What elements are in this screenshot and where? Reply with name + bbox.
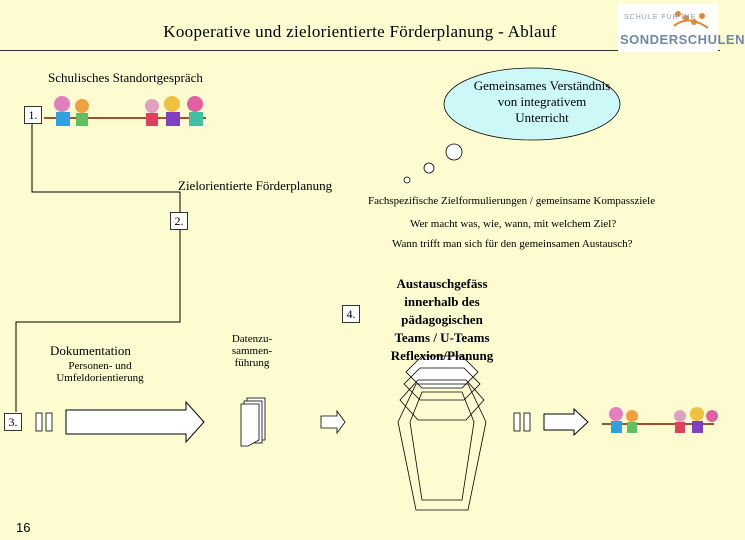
thought-bubble-1 (446, 144, 462, 160)
small-arrow (321, 411, 345, 433)
logo-small-text: SCHULE FÜR DIE (624, 14, 697, 21)
step4-line5: Reflexion/Planung (390, 348, 494, 363)
data-merge-line2: sammen- (231, 345, 273, 357)
large-arrow-2 (544, 409, 588, 435)
tug-of-war-icon-top (40, 96, 210, 134)
step1-marker: 1. (24, 106, 42, 124)
data-merge-text (220, 333, 284, 369)
cloud-line1: Gemeinsames Verständnis (473, 78, 611, 93)
step2-marker: 2. (170, 212, 188, 230)
data-merge-line3: führung (234, 357, 270, 369)
step3-sub (38, 360, 162, 384)
logo-big-text: SONDERSCHULEN (620, 32, 745, 47)
tug-of-war-icon-bottom (602, 407, 718, 433)
step4-line2: innerhalb des (404, 294, 480, 309)
nested-hexagons (398, 356, 486, 510)
goals-line3: Wann trifft man sich für den gemeinsamen Austausch? (392, 238, 633, 250)
step3-sub2: Umfeldorientierung (56, 372, 144, 384)
step4-line3: pädagogischen (401, 312, 483, 327)
step4-line4: Teams / U-Teams (394, 330, 490, 345)
goals-line2: Wer macht was, wie, wann, mit welchem Ziel? (410, 218, 617, 230)
cloud-text (454, 78, 630, 126)
large-arrow-1 (66, 402, 204, 442)
small-box-1 (36, 413, 42, 431)
step4-text (372, 275, 512, 365)
step4-line1: Austauschgefäss (396, 276, 488, 291)
step3-marker: 3. (4, 413, 22, 431)
connector-2-to-3 (16, 228, 180, 412)
goals-line1: Fachspezifische Zielformulierungen / gemeinsame Kompassziele (368, 195, 656, 207)
step3-sub1: Personen- und (68, 360, 132, 372)
connector-1-to-2 (32, 122, 180, 212)
page-number: 16 (16, 520, 31, 535)
small-box-4 (524, 413, 530, 431)
small-box-2 (46, 413, 52, 431)
step1-label: Schulisches Standortgespräch (48, 70, 203, 85)
small-box-3 (514, 413, 520, 431)
data-merge-line1: Datenzu- (231, 333, 273, 345)
step4-marker: 4. (342, 305, 360, 323)
cloud-line3: Unterricht (515, 110, 569, 125)
cloud-line2: von integrativem (497, 94, 587, 109)
step3-label: Dokumentation (50, 343, 131, 358)
page-title: Kooperative und zielorientierte Förderplanung - Ablauf (163, 22, 557, 41)
thought-bubble-2 (424, 163, 434, 173)
thought-bubble-3 (404, 177, 410, 183)
step2-label: Zielorientierte Förderplanung (178, 178, 333, 193)
document-stack-icon (241, 398, 265, 446)
